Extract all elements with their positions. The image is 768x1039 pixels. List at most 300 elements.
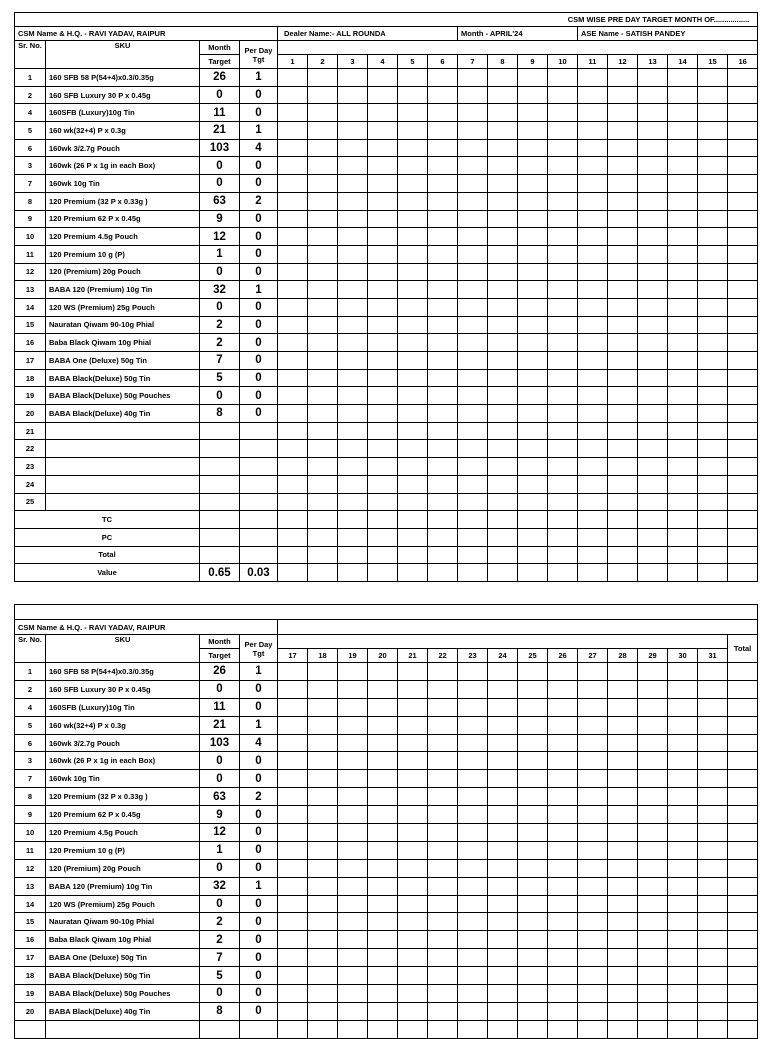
day-cell[interactable] xyxy=(608,352,638,370)
day-cell[interactable] xyxy=(308,210,338,228)
day-cell[interactable] xyxy=(398,985,428,1003)
day-cell[interactable] xyxy=(578,352,608,370)
day-cell[interactable] xyxy=(548,770,578,788)
day-cell[interactable] xyxy=(668,1002,698,1020)
day-cell[interactable] xyxy=(728,967,758,985)
day-cell[interactable] xyxy=(278,157,308,175)
day-cell[interactable] xyxy=(698,263,728,281)
day-cell[interactable] xyxy=(278,877,308,895)
day-cell[interactable] xyxy=(398,228,428,246)
day-cell[interactable] xyxy=(428,913,458,931)
day-cell[interactable] xyxy=(368,104,398,122)
blank-cell[interactable] xyxy=(488,422,518,440)
day-cell[interactable] xyxy=(308,877,338,895)
day-cell[interactable] xyxy=(578,210,608,228)
day-cell[interactable] xyxy=(608,104,638,122)
day-cell[interactable] xyxy=(668,122,698,140)
day-cell[interactable] xyxy=(278,104,308,122)
day-cell[interactable] xyxy=(548,192,578,210)
day-cell[interactable] xyxy=(698,806,728,824)
day-cell[interactable] xyxy=(338,680,368,698)
day-cell[interactable] xyxy=(428,967,458,985)
day-cell[interactable] xyxy=(338,245,368,263)
day-cell[interactable] xyxy=(398,210,428,228)
day-cell[interactable] xyxy=(698,405,728,423)
day-cell[interactable] xyxy=(518,698,548,716)
day-cell[interactable] xyxy=(458,680,488,698)
day-cell[interactable] xyxy=(698,734,728,752)
day-cell[interactable] xyxy=(488,931,518,949)
day-cell[interactable] xyxy=(608,69,638,87)
day-cell[interactable] xyxy=(338,316,368,334)
day-cell[interactable] xyxy=(698,387,728,405)
blank-cell[interactable] xyxy=(428,422,458,440)
day-cell[interactable] xyxy=(638,192,668,210)
day-cell[interactable] xyxy=(518,824,548,842)
day-cell[interactable] xyxy=(278,69,308,87)
day-cell[interactable] xyxy=(728,86,758,104)
day-cell[interactable] xyxy=(548,877,578,895)
day-cell[interactable] xyxy=(428,405,458,423)
day-cell[interactable] xyxy=(698,931,728,949)
day-cell[interactable] xyxy=(398,967,428,985)
day-cell[interactable] xyxy=(428,841,458,859)
day-cell[interactable] xyxy=(278,949,308,967)
blank-cell[interactable] xyxy=(398,422,428,440)
day-cell[interactable] xyxy=(398,352,428,370)
day-cell[interactable] xyxy=(728,859,758,877)
blank-cell[interactable] xyxy=(240,440,278,458)
day-cell[interactable] xyxy=(638,175,668,193)
day-cell[interactable] xyxy=(698,157,728,175)
day-cell[interactable] xyxy=(398,157,428,175)
day-cell[interactable] xyxy=(308,967,338,985)
day-cell[interactable] xyxy=(278,210,308,228)
day-cell[interactable] xyxy=(338,734,368,752)
day-cell[interactable] xyxy=(518,157,548,175)
day-cell[interactable] xyxy=(338,228,368,246)
day-cell[interactable] xyxy=(458,859,488,877)
day-cell[interactable] xyxy=(428,352,458,370)
day-cell[interactable] xyxy=(488,245,518,263)
day-cell[interactable] xyxy=(398,122,428,140)
day-cell[interactable] xyxy=(488,139,518,157)
blank-cell[interactable] xyxy=(398,458,428,476)
blank-cell[interactable] xyxy=(698,475,728,493)
day-cell[interactable] xyxy=(488,86,518,104)
day-cell[interactable] xyxy=(278,228,308,246)
day-cell[interactable] xyxy=(368,316,398,334)
day-cell[interactable] xyxy=(578,139,608,157)
day-cell[interactable] xyxy=(368,770,398,788)
day-cell[interactable] xyxy=(698,895,728,913)
day-cell[interactable] xyxy=(278,139,308,157)
day-cell[interactable] xyxy=(728,228,758,246)
blank-cell[interactable] xyxy=(458,440,488,458)
day-cell[interactable] xyxy=(728,405,758,423)
day-cell[interactable] xyxy=(608,824,638,842)
day-cell[interactable] xyxy=(398,245,428,263)
day-cell[interactable] xyxy=(518,175,548,193)
day-cell[interactable] xyxy=(668,895,698,913)
day-cell[interactable] xyxy=(488,192,518,210)
blank-cell[interactable] xyxy=(548,475,578,493)
day-cell[interactable] xyxy=(368,69,398,87)
day-cell[interactable] xyxy=(488,877,518,895)
day-cell[interactable] xyxy=(608,86,638,104)
day-cell[interactable] xyxy=(458,1002,488,1020)
blank-cell[interactable] xyxy=(46,458,200,476)
day-cell[interactable] xyxy=(338,949,368,967)
day-cell[interactable] xyxy=(398,770,428,788)
day-cell[interactable] xyxy=(398,405,428,423)
day-cell[interactable] xyxy=(368,824,398,842)
day-cell[interactable] xyxy=(368,1002,398,1020)
day-cell[interactable] xyxy=(668,806,698,824)
blank-cell[interactable] xyxy=(728,475,758,493)
day-cell[interactable] xyxy=(458,698,488,716)
day-cell[interactable] xyxy=(488,824,518,842)
day-cell[interactable] xyxy=(368,734,398,752)
blank-cell[interactable] xyxy=(308,493,338,511)
blank-cell[interactable] xyxy=(668,440,698,458)
blank-cell[interactable] xyxy=(46,493,200,511)
day-cell[interactable] xyxy=(308,859,338,877)
day-cell[interactable] xyxy=(728,245,758,263)
day-cell[interactable] xyxy=(608,752,638,770)
day-cell[interactable] xyxy=(728,663,758,681)
day-cell[interactable] xyxy=(338,139,368,157)
day-cell[interactable] xyxy=(428,139,458,157)
day-cell[interactable] xyxy=(458,387,488,405)
day-cell[interactable] xyxy=(368,369,398,387)
day-cell[interactable] xyxy=(308,680,338,698)
day-cell[interactable] xyxy=(338,967,368,985)
day-cell[interactable] xyxy=(428,788,458,806)
day-cell[interactable] xyxy=(608,210,638,228)
day-cell[interactable] xyxy=(368,913,398,931)
day-cell[interactable] xyxy=(638,122,668,140)
day-cell[interactable] xyxy=(548,139,578,157)
day-cell[interactable] xyxy=(368,352,398,370)
day-cell[interactable] xyxy=(338,86,368,104)
day-cell[interactable] xyxy=(428,663,458,681)
day-cell[interactable] xyxy=(488,967,518,985)
day-cell[interactable] xyxy=(368,716,398,734)
day-cell[interactable] xyxy=(578,316,608,334)
day-cell[interactable] xyxy=(728,281,758,299)
day-cell[interactable] xyxy=(458,86,488,104)
day-cell[interactable] xyxy=(338,895,368,913)
day-cell[interactable] xyxy=(608,680,638,698)
blank-cell[interactable] xyxy=(548,422,578,440)
day-cell[interactable] xyxy=(278,334,308,352)
day-cell[interactable] xyxy=(728,352,758,370)
day-cell[interactable] xyxy=(728,157,758,175)
day-cell[interactable] xyxy=(458,228,488,246)
day-cell[interactable] xyxy=(548,841,578,859)
day-cell[interactable] xyxy=(308,734,338,752)
day-cell[interactable] xyxy=(668,967,698,985)
day-cell[interactable] xyxy=(518,210,548,228)
day-cell[interactable] xyxy=(668,245,698,263)
day-cell[interactable] xyxy=(398,175,428,193)
day-cell[interactable] xyxy=(698,352,728,370)
day-cell[interactable] xyxy=(338,841,368,859)
day-cell[interactable] xyxy=(458,949,488,967)
day-cell[interactable] xyxy=(428,192,458,210)
day-cell[interactable] xyxy=(428,104,458,122)
day-cell[interactable] xyxy=(368,405,398,423)
day-cell[interactable] xyxy=(398,877,428,895)
day-cell[interactable] xyxy=(368,122,398,140)
blank-cell[interactable] xyxy=(368,475,398,493)
day-cell[interactable] xyxy=(278,316,308,334)
day-cell[interactable] xyxy=(578,949,608,967)
day-cell[interactable] xyxy=(698,967,728,985)
day-cell[interactable] xyxy=(578,698,608,716)
day-cell[interactable] xyxy=(428,369,458,387)
day-cell[interactable] xyxy=(428,281,458,299)
day-cell[interactable] xyxy=(698,770,728,788)
day-cell[interactable] xyxy=(398,369,428,387)
day-cell[interactable] xyxy=(308,841,338,859)
day-cell[interactable] xyxy=(698,316,728,334)
day-cell[interactable] xyxy=(698,104,728,122)
blank-cell[interactable] xyxy=(518,422,548,440)
day-cell[interactable] xyxy=(368,931,398,949)
day-cell[interactable] xyxy=(728,824,758,842)
day-cell[interactable] xyxy=(428,387,458,405)
day-cell[interactable] xyxy=(368,698,398,716)
day-cell[interactable] xyxy=(578,663,608,681)
day-cell[interactable] xyxy=(548,316,578,334)
day-cell[interactable] xyxy=(278,967,308,985)
day-cell[interactable] xyxy=(338,387,368,405)
day-cell[interactable] xyxy=(578,680,608,698)
blank-cell[interactable] xyxy=(608,422,638,440)
day-cell[interactable] xyxy=(398,263,428,281)
day-cell[interactable] xyxy=(488,788,518,806)
day-cell[interactable] xyxy=(638,967,668,985)
day-cell[interactable] xyxy=(668,86,698,104)
day-cell[interactable] xyxy=(308,824,338,842)
day-cell[interactable] xyxy=(608,157,638,175)
day-cell[interactable] xyxy=(428,949,458,967)
day-cell[interactable] xyxy=(458,931,488,949)
day-cell[interactable] xyxy=(638,716,668,734)
day-cell[interactable] xyxy=(308,788,338,806)
day-cell[interactable] xyxy=(518,281,548,299)
day-cell[interactable] xyxy=(668,841,698,859)
day-cell[interactable] xyxy=(518,298,548,316)
day-cell[interactable] xyxy=(488,387,518,405)
day-cell[interactable] xyxy=(548,175,578,193)
day-cell[interactable] xyxy=(728,69,758,87)
day-cell[interactable] xyxy=(278,985,308,1003)
day-cell[interactable] xyxy=(398,949,428,967)
day-cell[interactable] xyxy=(578,104,608,122)
day-cell[interactable] xyxy=(398,298,428,316)
day-cell[interactable] xyxy=(578,245,608,263)
day-cell[interactable] xyxy=(458,877,488,895)
day-cell[interactable] xyxy=(308,245,338,263)
day-cell[interactable] xyxy=(698,663,728,681)
day-cell[interactable] xyxy=(488,698,518,716)
day-cell[interactable] xyxy=(608,387,638,405)
day-cell[interactable] xyxy=(368,210,398,228)
day-cell[interactable] xyxy=(278,387,308,405)
day-cell[interactable] xyxy=(278,824,308,842)
day-cell[interactable] xyxy=(608,841,638,859)
blank-cell[interactable] xyxy=(728,440,758,458)
day-cell[interactable] xyxy=(518,841,548,859)
day-cell[interactable] xyxy=(488,369,518,387)
day-cell[interactable] xyxy=(608,405,638,423)
day-cell[interactable] xyxy=(488,122,518,140)
day-cell[interactable] xyxy=(728,1002,758,1020)
day-cell[interactable] xyxy=(278,1002,308,1020)
day-cell[interactable] xyxy=(308,175,338,193)
day-cell[interactable] xyxy=(488,316,518,334)
day-cell[interactable] xyxy=(518,86,548,104)
day-cell[interactable] xyxy=(518,949,548,967)
day-cell[interactable] xyxy=(668,877,698,895)
day-cell[interactable] xyxy=(458,369,488,387)
day-cell[interactable] xyxy=(608,281,638,299)
blank-cell[interactable] xyxy=(278,440,308,458)
day-cell[interactable] xyxy=(518,69,548,87)
day-cell[interactable] xyxy=(308,1002,338,1020)
day-cell[interactable] xyxy=(608,228,638,246)
day-cell[interactable] xyxy=(518,192,548,210)
day-cell[interactable] xyxy=(638,806,668,824)
day-cell[interactable] xyxy=(308,298,338,316)
day-cell[interactable] xyxy=(728,369,758,387)
day-cell[interactable] xyxy=(698,228,728,246)
day-cell[interactable] xyxy=(638,86,668,104)
day-cell[interactable] xyxy=(698,369,728,387)
day-cell[interactable] xyxy=(338,104,368,122)
day-cell[interactable] xyxy=(578,334,608,352)
day-cell[interactable] xyxy=(308,806,338,824)
day-cell[interactable] xyxy=(668,352,698,370)
day-cell[interactable] xyxy=(638,281,668,299)
day-cell[interactable] xyxy=(458,806,488,824)
day-cell[interactable] xyxy=(368,788,398,806)
day-cell[interactable] xyxy=(278,752,308,770)
blank-cell[interactable] xyxy=(308,475,338,493)
blank-cell[interactable] xyxy=(458,458,488,476)
day-cell[interactable] xyxy=(338,352,368,370)
day-cell[interactable] xyxy=(668,192,698,210)
day-cell[interactable] xyxy=(488,352,518,370)
day-cell[interactable] xyxy=(608,1002,638,1020)
day-cell[interactable] xyxy=(698,841,728,859)
day-cell[interactable] xyxy=(728,698,758,716)
day-cell[interactable] xyxy=(548,895,578,913)
day-cell[interactable] xyxy=(698,716,728,734)
blank-cell[interactable] xyxy=(338,475,368,493)
day-cell[interactable] xyxy=(278,175,308,193)
day-cell[interactable] xyxy=(308,263,338,281)
day-cell[interactable] xyxy=(398,334,428,352)
blank-cell[interactable] xyxy=(278,422,308,440)
day-cell[interactable] xyxy=(578,716,608,734)
day-cell[interactable] xyxy=(518,770,548,788)
day-cell[interactable] xyxy=(338,913,368,931)
blank-cell[interactable] xyxy=(608,475,638,493)
day-cell[interactable] xyxy=(668,788,698,806)
day-cell[interactable] xyxy=(338,806,368,824)
day-cell[interactable] xyxy=(488,734,518,752)
day-cell[interactable] xyxy=(308,86,338,104)
blank-cell[interactable] xyxy=(608,493,638,511)
day-cell[interactable] xyxy=(278,352,308,370)
day-cell[interactable] xyxy=(308,69,338,87)
blank-cell[interactable] xyxy=(46,440,200,458)
day-cell[interactable] xyxy=(578,192,608,210)
day-cell[interactable] xyxy=(518,387,548,405)
blank-cell[interactable] xyxy=(278,458,308,476)
blank-cell[interactable] xyxy=(200,493,240,511)
day-cell[interactable] xyxy=(518,245,548,263)
day-cell[interactable] xyxy=(668,734,698,752)
blank-cell[interactable] xyxy=(698,422,728,440)
day-cell[interactable] xyxy=(638,139,668,157)
day-cell[interactable] xyxy=(548,352,578,370)
day-cell[interactable] xyxy=(638,210,668,228)
day-cell[interactable] xyxy=(608,316,638,334)
day-cell[interactable] xyxy=(428,157,458,175)
day-cell[interactable] xyxy=(668,985,698,1003)
day-cell[interactable] xyxy=(578,734,608,752)
blank-cell[interactable] xyxy=(698,440,728,458)
blank-cell[interactable] xyxy=(638,440,668,458)
day-cell[interactable] xyxy=(488,949,518,967)
blank-cell[interactable] xyxy=(578,440,608,458)
day-cell[interactable] xyxy=(638,824,668,842)
day-cell[interactable] xyxy=(608,806,638,824)
day-cell[interactable] xyxy=(368,334,398,352)
day-cell[interactable] xyxy=(548,281,578,299)
day-cell[interactable] xyxy=(398,788,428,806)
blank-cell[interactable] xyxy=(240,493,278,511)
day-cell[interactable] xyxy=(308,369,338,387)
day-cell[interactable] xyxy=(548,298,578,316)
day-cell[interactable] xyxy=(638,949,668,967)
day-cell[interactable] xyxy=(398,316,428,334)
day-cell[interactable] xyxy=(578,895,608,913)
day-cell[interactable] xyxy=(698,298,728,316)
day-cell[interactable] xyxy=(548,913,578,931)
blank-cell[interactable] xyxy=(638,422,668,440)
day-cell[interactable] xyxy=(668,104,698,122)
day-cell[interactable] xyxy=(608,139,638,157)
blank-cell[interactable] xyxy=(368,493,398,511)
day-cell[interactable] xyxy=(338,770,368,788)
day-cell[interactable] xyxy=(398,824,428,842)
day-cell[interactable] xyxy=(638,352,668,370)
day-cell[interactable] xyxy=(488,680,518,698)
day-cell[interactable] xyxy=(368,157,398,175)
day-cell[interactable] xyxy=(308,770,338,788)
day-cell[interactable] xyxy=(308,698,338,716)
day-cell[interactable] xyxy=(578,985,608,1003)
day-cell[interactable] xyxy=(458,788,488,806)
day-cell[interactable] xyxy=(518,806,548,824)
day-cell[interactable] xyxy=(308,985,338,1003)
